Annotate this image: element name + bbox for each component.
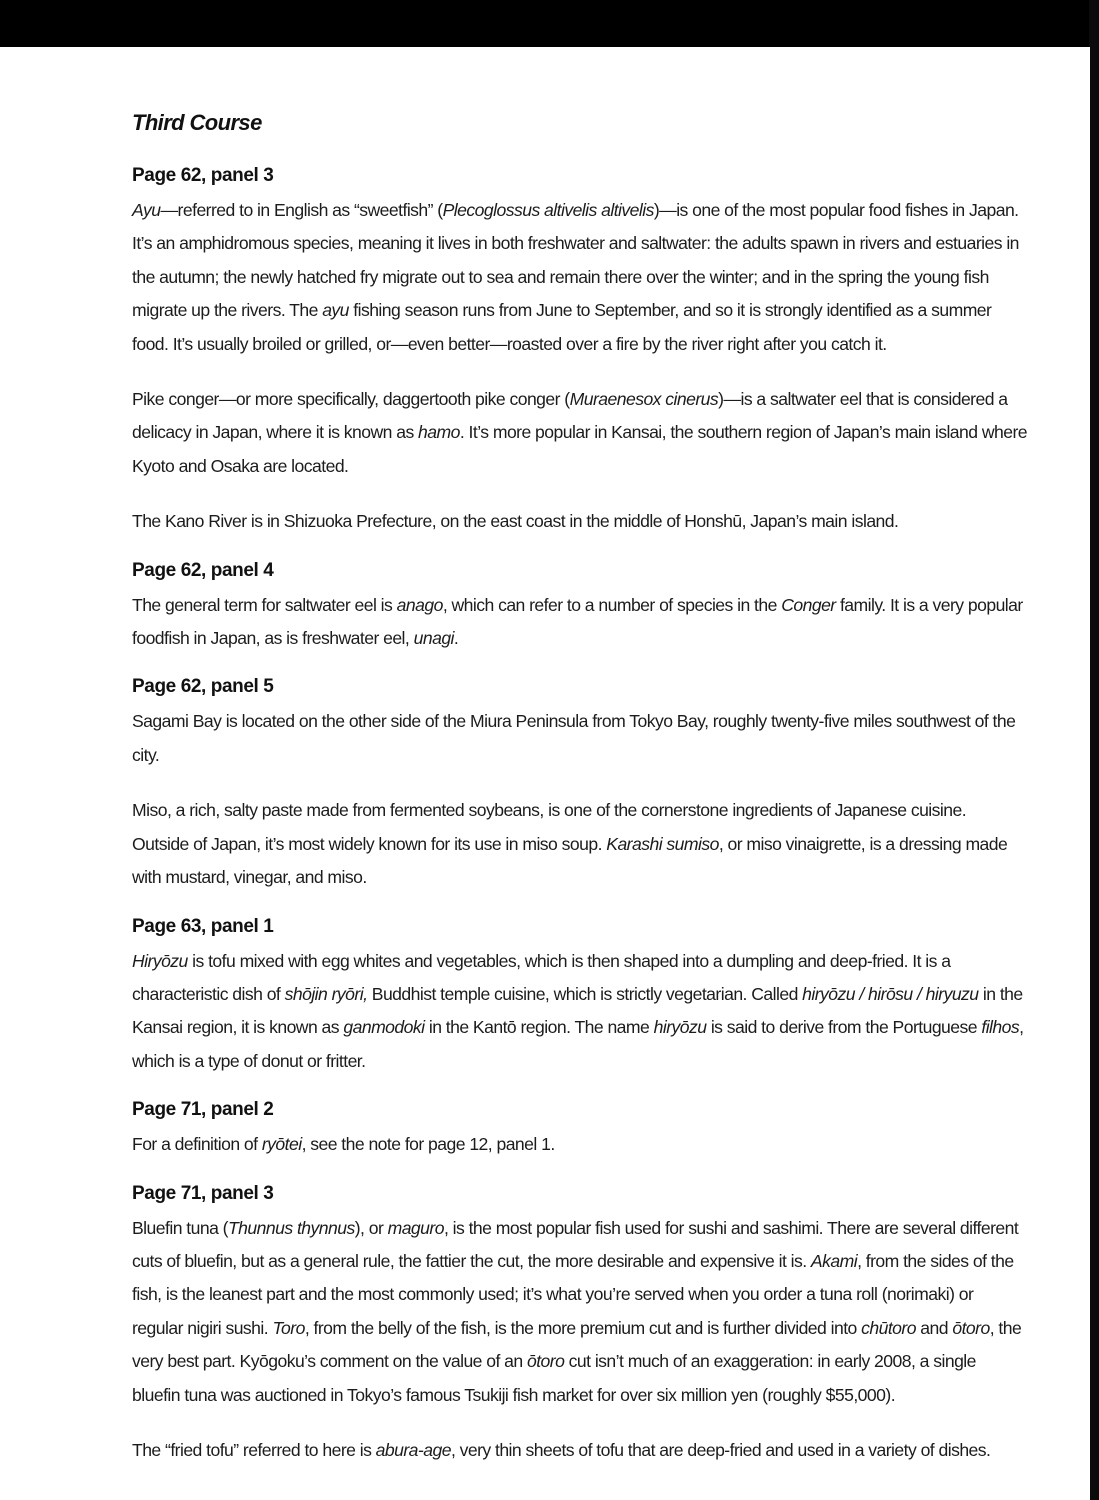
italic-term: Ayu	[132, 200, 161, 220]
page-border-right	[1089, 0, 1099, 1500]
italic-term: hamo	[418, 422, 460, 443]
text-run: )—is a saltwater eel that is considered a delicacy in Japan, where it is known as	[132, 389, 1008, 443]
italic-term: Karashi sumiso	[606, 833, 719, 854]
text-run: The general term for saltwater eel is	[132, 594, 397, 615]
text-run: family. It is a very popular foodfish in Japan, as is freshwater eel,	[132, 594, 1023, 649]
text-run: .	[453, 628, 459, 649]
italic-term: chūtoro	[861, 1317, 916, 1338]
italic-term: hiryōzu	[653, 1017, 707, 1038]
note-paragraph	[132, 705, 1027, 772]
note-paragraph	[132, 383, 1027, 483]
section-heading: Page 63, panel 1	[132, 915, 274, 937]
section-heading: Page 62, panel 5	[132, 676, 274, 698]
text-run: Bluefin tuna (	[132, 1217, 228, 1238]
italic-term: filhos	[981, 1017, 1020, 1038]
text-run: is said to derive from the Portuguese	[706, 1017, 982, 1038]
text-run: cut isn’t much of an exaggeration: in early 2008, a single bluefin tuna was auctioned in Tokyo’s famous Tsukiji fish market for over six million yen (roughly $55,000).	[132, 1351, 976, 1405]
section-heading: Page 71, panel 2	[132, 1099, 274, 1121]
note-section	[132, 915, 1027, 1079]
italic-term: Akami	[810, 1250, 858, 1271]
italic-term: ayu	[322, 300, 349, 321]
text-run: , very thin sheets of tofu that are deep-fried and used in a variety of dishes.	[450, 1439, 991, 1460]
italic-term: Conger	[781, 594, 836, 615]
text-run: is tofu mixed with egg whites and vegetables, which is then shaped into a dumpling and deep-fried. It is a characteristic dish of	[132, 950, 951, 1004]
italic-term: shōjin ryōri,	[284, 983, 368, 1004]
note-section	[132, 675, 1027, 894]
text-run: )—is one of the most popular food fishes in Japan. It’s an amphidromous species, meaning it lives in both freshwater and saltwater: the adults spawn in rivers and estuaries in the autumn; the newly hatched fry migrate out to sea and remain there over the winter; and in the spring the young fish migrate up the rivers. The	[132, 200, 1019, 321]
text-run: , from the belly of the fish, is the more premium cut and is further divided into	[304, 1317, 862, 1338]
italic-term: abura-age	[375, 1439, 451, 1460]
section-heading: Page 71, panel 3	[132, 1182, 274, 1204]
note-section	[132, 164, 1027, 539]
text-run: in the Kansai region, it is known as	[132, 983, 1023, 1038]
text-run: —referred to in English as “sweetfish” (	[160, 200, 443, 220]
section-heading: Page 62, panel 4	[132, 559, 274, 581]
note-section	[132, 559, 1027, 656]
italic-term: Toro	[272, 1317, 305, 1338]
text-run: fishing season runs from June to September, and so it is strongly identified as a summer food. It’s usually broiled or grilled, or—even better—roasted over a fire by the river right after you catch it.	[132, 300, 992, 354]
text-run: , from the sides of the fish, is the leanest part and the most commonly used; it’s what you’re served when you order a tuna roll (norimaki) or regular nigiri sushi.	[132, 1250, 1014, 1338]
italic-term: maguro	[387, 1217, 444, 1238]
text-run: , which can refer to a number of species in the	[442, 594, 782, 615]
italic-term: ōtoro	[526, 1351, 565, 1372]
italic-term: Muraenesox cinerus	[569, 389, 719, 410]
text-run: The “fried tofu” referred to here is	[132, 1439, 376, 1460]
note-paragraph	[132, 505, 1027, 538]
course-title: Third Course	[132, 110, 262, 135]
note-paragraph	[132, 194, 1027, 361]
note-paragraph	[132, 1128, 1027, 1161]
italic-term: unagi	[413, 628, 454, 649]
text-run: , which is a type of donut or fritter.	[132, 1017, 1024, 1071]
text-run: The Kano River is in Shizuoka Prefecture, on the east coast in the middle of Honshū, Japan’s main island.	[132, 511, 899, 532]
text-run: Miso, a rich, salty paste made from fermented soybeans, is one of the cornerstone ingredients of Japanese cuisine. Outside of Japan, it’s most widely known for its use in miso soup.	[132, 800, 967, 854]
text-run: in the Kantō region. The name	[424, 1017, 654, 1038]
note-paragraph	[132, 1212, 1027, 1412]
text-run: , is the most popular fish used for sushi and sashimi. There are several different cuts of bluefin, but as a general rule, the fattier the cut, the more desirable and expensive it is.	[132, 1217, 1019, 1271]
italic-term: ganmodoki	[343, 1017, 425, 1038]
text-run: , the very best part. Kyōgoku’s comment on the value of an	[132, 1317, 1022, 1372]
section-heading: Page 62, panel 3	[132, 165, 274, 186]
text-run: ), or	[354, 1217, 388, 1238]
text-run: , see the note for page 12, panel 1.	[301, 1134, 555, 1155]
text-run: For a definition of	[132, 1134, 262, 1155]
note-section	[132, 1098, 1027, 1161]
page-content	[132, 109, 1027, 1467]
italic-term: Thunnus thynnus	[227, 1217, 355, 1238]
document-page	[0, 47, 1090, 1500]
note-paragraph	[132, 1434, 1027, 1467]
notes-sections	[132, 164, 1027, 1467]
text-run: . It’s more popular in Kansai, the southern region of Japan’s main island where Kyoto and Osaka are located.	[132, 422, 1028, 476]
note-section	[132, 1182, 1027, 1468]
italic-term: Plecoglossus altivelis altivelis	[442, 200, 654, 220]
italic-term: ōtoro	[952, 1317, 990, 1338]
note-paragraph	[132, 794, 1027, 894]
text-run: Sagami Bay is located on the other side of the Miura Peninsula from Tokyo Bay, roughly twenty-five miles southwest of the city.	[132, 711, 1016, 765]
text-run: Pike conger—or more specifically, daggertooth pike conger (	[132, 389, 570, 410]
text-run: Buddhist temple cuisine, which is strictly vegetarian. Called	[367, 983, 803, 1004]
note-paragraph	[132, 945, 1027, 1079]
italic-term: Hiryōzu	[132, 950, 188, 971]
text-run: and	[915, 1317, 953, 1338]
italic-term: hiryōzu / hirōsu / hiryuzu	[802, 983, 979, 1004]
italic-term: anago	[396, 594, 443, 615]
italic-term: ryōtei	[261, 1134, 302, 1155]
text-run: , or miso vinaigrette, is a dressing made with mustard, vinegar, and miso.	[132, 833, 1008, 888]
note-paragraph	[132, 589, 1027, 656]
